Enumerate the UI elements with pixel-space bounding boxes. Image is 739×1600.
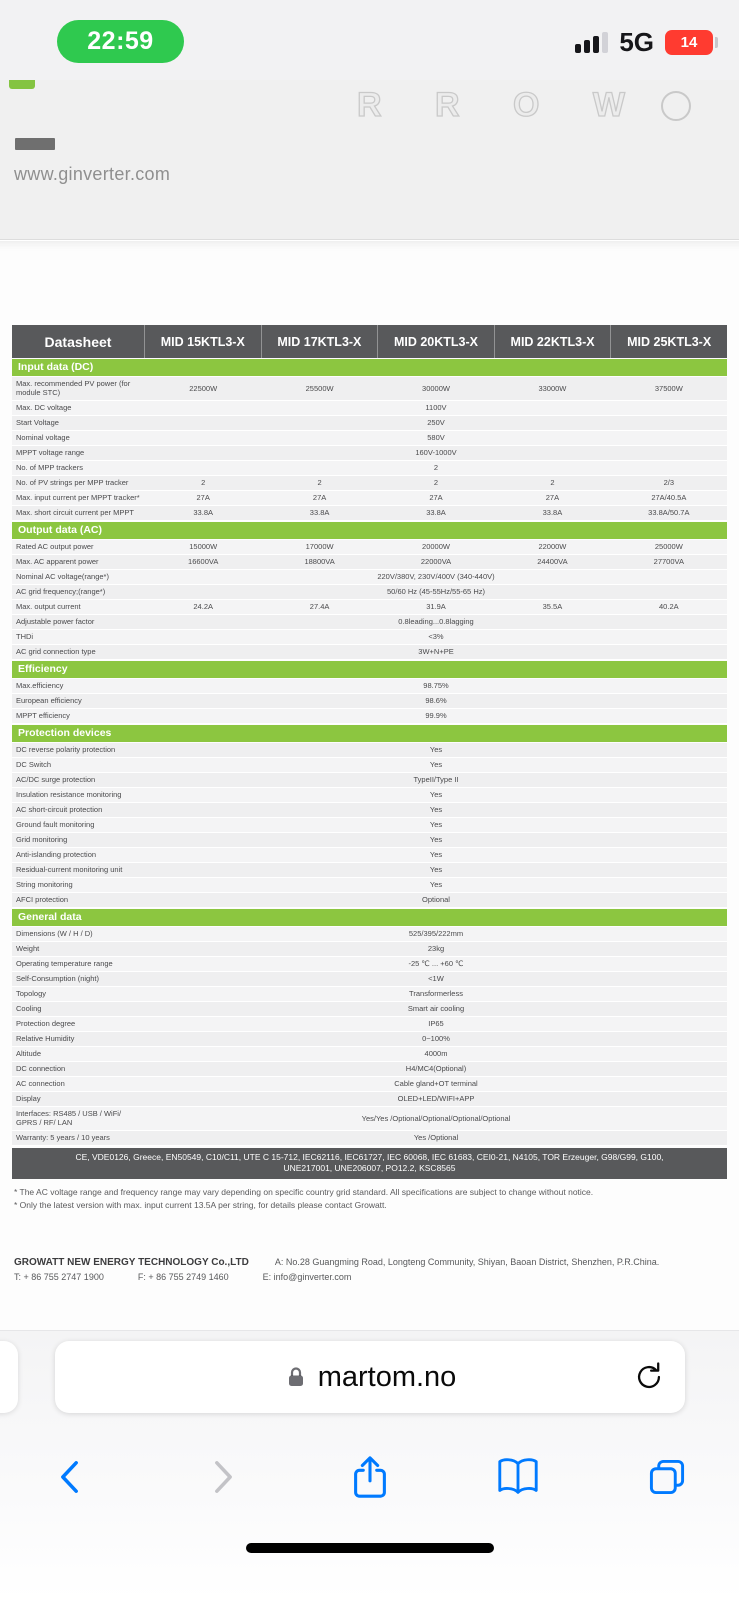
section-header: Efficiency	[12, 661, 727, 678]
row-value: Yes	[145, 833, 727, 847]
row-value: IP65	[145, 1017, 727, 1031]
row-value: 30000W	[378, 377, 494, 400]
row-value: 25500W	[261, 377, 377, 400]
row-value: 98.75%	[145, 679, 727, 693]
safari-bottom-chrome	[0, 1330, 739, 1600]
row-value: 33000W	[494, 377, 610, 400]
model-column-header: MID 17KTL3-X	[262, 325, 379, 358]
row-label: Max. input current per MPPT tracker*	[12, 491, 145, 505]
row-value: <3%	[145, 630, 727, 644]
row-value: Yes /Optional	[145, 1131, 727, 1145]
row-value: 27700VA	[611, 555, 727, 569]
table-row	[12, 709, 727, 724]
company-email: E: info@ginverter.com	[262, 1271, 352, 1282]
table-row	[12, 1002, 727, 1017]
row-label: European efficiency	[12, 694, 145, 708]
row-value: H4/MC4(Optional)	[145, 1062, 727, 1076]
table-row	[12, 461, 727, 476]
lock-icon	[284, 1365, 308, 1389]
row-label: Dimensions (W / H / D)	[12, 927, 145, 941]
row-label: Grid monitoring	[12, 833, 145, 847]
row-label: AC grid frequency;(range*)	[12, 585, 145, 599]
table-row	[12, 743, 727, 758]
table-row	[12, 446, 727, 461]
row-value: 580V	[145, 431, 727, 445]
row-value: 160V-1000V	[145, 446, 727, 460]
table-row	[12, 630, 727, 645]
table-row	[12, 927, 727, 942]
row-label: Max. DC voltage	[12, 401, 145, 415]
company-tel: T: + 86 755 2747 1900	[14, 1271, 104, 1282]
row-value: 2/3	[611, 476, 727, 490]
company-address: A: No.28 Guangming Road, Longteng Community, Shiyan, Baoan District, Shenzhen, P.R.China.	[274, 1256, 660, 1267]
row-label: Relative Humidity	[12, 1032, 145, 1046]
table-title-cell: Datasheet	[12, 325, 145, 358]
status-bar	[0, 0, 739, 80]
back-button[interactable]	[46, 1449, 98, 1505]
row-value: Yes	[145, 848, 727, 862]
row-value: Yes	[145, 818, 727, 832]
row-value: 18800VA	[261, 555, 377, 569]
logo-ring-icon	[661, 91, 691, 121]
time-pill[interactable]	[57, 20, 184, 63]
row-label: Cooling	[12, 1002, 145, 1016]
row-label: Nominal AC voltage(range*)	[12, 570, 145, 584]
battery-percent: 14	[680, 33, 698, 51]
row-value: 33.8A/50.7A	[611, 506, 727, 520]
row-label: AC/DC surge protection	[12, 773, 145, 787]
row-value: 250V	[145, 416, 727, 430]
safari-toolbar	[0, 1431, 739, 1523]
row-value: 22000W	[494, 540, 610, 554]
table-row	[12, 491, 727, 506]
row-label: Topology	[12, 987, 145, 1001]
row-value: 2	[494, 476, 610, 490]
row-value: 23kg	[145, 942, 727, 956]
row-value: 0~100%	[145, 1032, 727, 1046]
table-row	[12, 833, 727, 848]
row-label: Max. short circuit current per MPPT	[12, 506, 145, 520]
table-row	[12, 679, 727, 694]
row-value: <1W	[145, 972, 727, 986]
row-label: Max.efficiency	[12, 679, 145, 693]
model-column-header: MID 15KTL3-X	[145, 325, 262, 358]
table-row	[12, 803, 727, 818]
company-footer	[12, 1257, 727, 1282]
row-value: 24.2A	[145, 600, 261, 614]
row-value: 22500W	[145, 377, 261, 400]
row-value: 17000W	[261, 540, 377, 554]
row-label: Max. AC apparent power	[12, 555, 145, 569]
adjacent-tab-peek[interactable]	[0, 1341, 18, 1413]
table-row	[12, 758, 727, 773]
model-column-header: MID 22KTL3-X	[495, 325, 612, 358]
table-row	[12, 615, 727, 630]
home-indicator[interactable]	[246, 1543, 494, 1553]
table-row	[12, 788, 727, 803]
datasheet-sheet	[12, 325, 727, 1282]
row-label: Protection degree	[12, 1017, 145, 1031]
row-label: AFCI protection	[12, 893, 145, 907]
row-label: DC Switch	[12, 758, 145, 772]
table-row	[12, 431, 727, 446]
row-label: Interfaces: RS485 / USB / WiFi/ GPRS / RF/ LAN	[12, 1107, 145, 1130]
row-label: Rated AC output power	[12, 540, 145, 554]
table-row	[12, 848, 727, 863]
bookmarks-button[interactable]	[492, 1449, 544, 1505]
table-row	[12, 1032, 727, 1047]
row-value: Yes	[145, 803, 727, 817]
row-value: Transformerless	[145, 987, 727, 1001]
row-value: Yes/Yes /Optional/Optional/Optional/Optional	[145, 1107, 727, 1130]
row-value: Yes	[145, 878, 727, 892]
row-label: DC reverse polarity protection	[12, 743, 145, 757]
model-column-header: MID 20KTL3-X	[378, 325, 495, 358]
row-value: 33.8A	[261, 506, 377, 520]
table-row	[12, 1077, 727, 1092]
row-value: TypeII/Type II	[145, 773, 727, 787]
row-value: 31.9A	[378, 600, 494, 614]
row-label: AC short-circuit protection	[12, 803, 145, 817]
row-label: Ground fault monitoring	[12, 818, 145, 832]
row-value: 20000W	[378, 540, 494, 554]
table-row	[12, 570, 727, 585]
reload-button[interactable]	[629, 1357, 669, 1397]
table-row	[12, 1017, 727, 1032]
row-value: 0.8leading...0.8lagging	[145, 615, 727, 629]
row-label: No. of PV strings per MPP tracker	[12, 476, 145, 490]
table-row	[12, 1047, 727, 1062]
battery-icon	[665, 30, 713, 55]
logo-fragment	[9, 80, 35, 89]
row-value: -25 ℃ ... +60 ℃	[145, 957, 727, 971]
tabs-button[interactable]	[641, 1449, 693, 1505]
company-fax: F: + 86 755 2749 1460	[137, 1271, 229, 1282]
share-button[interactable]	[344, 1449, 396, 1505]
section-header: General data	[12, 909, 727, 926]
row-label: AC connection	[12, 1077, 145, 1091]
table-row	[12, 818, 727, 833]
growatt-outline-logo	[357, 86, 691, 125]
row-value: Yes	[145, 743, 727, 757]
table-row	[12, 645, 727, 660]
table-row	[12, 476, 727, 491]
row-value: Yes	[145, 863, 727, 877]
table-row	[12, 555, 727, 570]
row-label: MPPT efficiency	[12, 709, 145, 723]
row-value: Optional	[145, 893, 727, 907]
table-row	[12, 878, 727, 893]
logo-letters: R R O W	[357, 86, 647, 124]
model-column-header: MID 25KTL3-X	[611, 325, 727, 358]
section-header: Protection devices	[12, 725, 727, 742]
row-label: AC grid connection type	[12, 645, 145, 659]
footnote: * Only the latest version with max. input current 13.5A per string, for details please contact Growatt.	[14, 1200, 387, 1211]
status-indicators	[575, 26, 713, 58]
table-row	[12, 773, 727, 788]
row-label: Weight	[12, 942, 145, 956]
row-label: Adjustable power factor	[12, 615, 145, 629]
clock-time: 22:59	[87, 27, 154, 55]
network-type-label: 5G	[619, 26, 654, 57]
footnotes	[12, 1186, 727, 1212]
row-value: 22000VA	[378, 555, 494, 569]
row-label: No. of MPP trackers	[12, 461, 145, 475]
row-value: 27A	[261, 491, 377, 505]
row-label: Residual-current monitoring unit	[12, 863, 145, 877]
row-value: 15000W	[145, 540, 261, 554]
company-name: GROWATT NEW ENERGY TECHNOLOGY Co.,LTD	[14, 1256, 249, 1268]
row-value: 33.8A	[378, 506, 494, 520]
row-label: Warranty: 5 years / 10 years	[12, 1131, 145, 1145]
table-row	[12, 377, 727, 401]
row-value: 525/395/222mm	[145, 927, 727, 941]
row-label: String monitoring	[12, 878, 145, 892]
row-value: 2	[378, 476, 494, 490]
row-label: THDi	[12, 630, 145, 644]
row-label: Display	[12, 1092, 145, 1106]
row-value: 33.8A	[494, 506, 610, 520]
row-value: 27A	[145, 491, 261, 505]
table-row	[12, 1107, 727, 1131]
row-label: Self-Consumption (night)	[12, 972, 145, 986]
table-row	[12, 416, 727, 431]
row-value: 27.4A	[261, 600, 377, 614]
table-row	[12, 540, 727, 555]
row-value: 27A/40.5A	[611, 491, 727, 505]
table-row	[12, 1062, 727, 1077]
table-row	[12, 893, 727, 908]
page-banner	[0, 80, 739, 240]
table-row	[12, 585, 727, 600]
row-value: 50/60 Hz (45-55Hz/55-65 Hz)	[145, 585, 727, 599]
section-header: Output data (AC)	[12, 522, 727, 539]
table-row	[12, 506, 727, 521]
row-label: Start Voltage	[12, 416, 145, 430]
row-value: 99.9%	[145, 709, 727, 723]
row-label: Anti-islanding protection	[12, 848, 145, 862]
row-value: 16600VA	[145, 555, 261, 569]
row-value: 2	[261, 476, 377, 490]
row-value: OLED+LED/WIFI+APP	[145, 1092, 727, 1106]
table-row	[12, 600, 727, 615]
row-value: 25000W	[611, 540, 727, 554]
row-value: Cable gland+OT terminal	[145, 1077, 727, 1091]
row-value: 3W+N+PE	[145, 645, 727, 659]
table-row	[12, 957, 727, 972]
row-value: 24400VA	[494, 555, 610, 569]
row-value: 35.5A	[494, 600, 610, 614]
row-value: Yes	[145, 788, 727, 802]
row-label: Max. output current	[12, 600, 145, 614]
table-header-row	[12, 325, 727, 358]
datasheet-table	[12, 325, 727, 1146]
row-label: DC connection	[12, 1062, 145, 1076]
site-website-text: www.ginverter.com	[14, 164, 171, 184]
table-row	[12, 401, 727, 416]
row-label: Operating temperature range	[12, 957, 145, 971]
section-header: Input data (DC)	[12, 359, 727, 376]
row-value: Smart air cooling	[145, 1002, 727, 1016]
row-label: Altitude	[12, 1047, 145, 1061]
row-value: 4000m	[145, 1047, 727, 1061]
table-row	[12, 1092, 727, 1107]
table-row	[12, 942, 727, 957]
row-label: Insulation resistance monitoring	[12, 788, 145, 802]
row-value: 220V/380V, 230V/400V (340-440V)	[145, 570, 727, 584]
row-value: 27A	[494, 491, 610, 505]
url-text: martom.no	[317, 1360, 457, 1393]
row-value: 2	[145, 476, 261, 490]
row-label: Max. recommended PV power (for module STC)	[12, 377, 145, 400]
row-label: MPPT voltage range	[12, 446, 145, 460]
pdf-document	[0, 241, 739, 1330]
table-row	[12, 863, 727, 878]
footnote: * The AC voltage range and frequency range may vary depending on specific country grid standard. All specifications are subject to change without notice.	[14, 1187, 594, 1198]
table-row	[12, 972, 727, 987]
cellular-signal-icon	[575, 31, 608, 53]
row-label: Nominal voltage	[12, 431, 145, 445]
row-value: 40.2A	[611, 600, 727, 614]
table-row	[12, 694, 727, 709]
row-value: 33.8A	[145, 506, 261, 520]
row-value: 2	[145, 461, 727, 475]
row-value: 27A	[378, 491, 494, 505]
row-value: 1100V	[145, 401, 727, 415]
row-value: Yes	[145, 758, 727, 772]
banner-gray-block	[15, 138, 55, 150]
row-value: 98.6%	[145, 694, 727, 708]
certificates-bar: CE, VDE0126, Greece, EN50549, C10/C11, UTE C 15-712, IEC62116, IEC61727, IEC 60068, IEC 61683, CEI0-21, N4105, TOR Erzeuger, G98/G99, G100, UNE217001, UNE206007, PO12.2, KSC8565	[12, 1148, 727, 1180]
row-value: 37500W	[611, 377, 727, 400]
table-row	[12, 987, 727, 1002]
url-bar[interactable]	[55, 1341, 685, 1413]
forward-button[interactable]	[195, 1449, 247, 1505]
table-row	[12, 1131, 727, 1146]
